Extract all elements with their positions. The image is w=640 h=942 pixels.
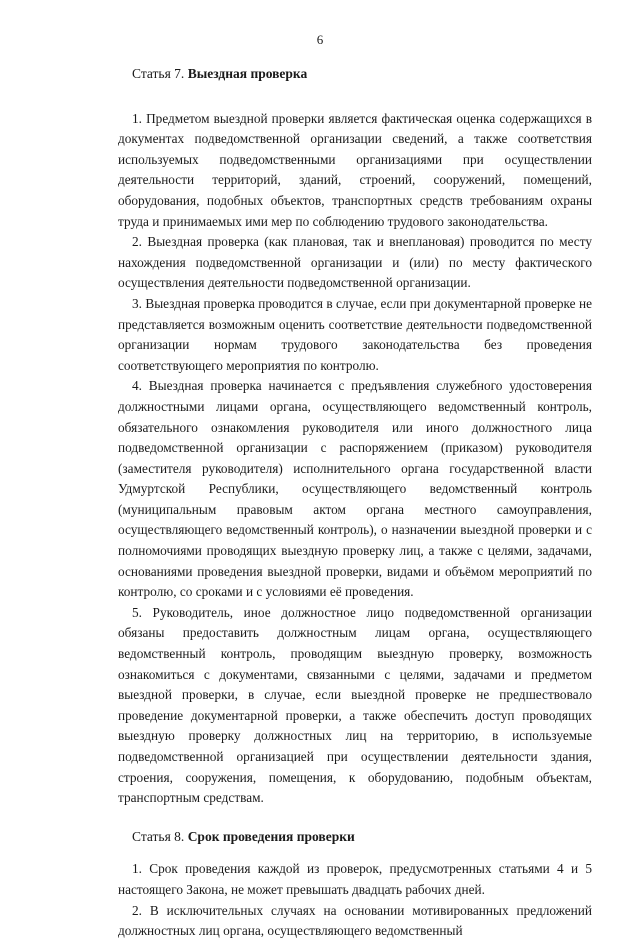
document-body [118, 64, 592, 942]
article-7-prefix: Статья 7. [132, 66, 185, 81]
article-7-paragraph-3: 3. Выездная проверка проводится в случае, если при документарной проверке не представляется возможным оценить соответствие деятельности подведомственной организации нормам трудового законодательства без проведения соответствующего мероприятия по контролю. [118, 295, 592, 373]
article-7-title: Выездная проверка [187, 66, 308, 81]
article-8-paragraph-2: 2. В исключительных случаях на основании мотивированных предложений должностных лиц органа, осуществляющего ведомственный [118, 902, 592, 939]
article-7-paragraph-1: 1. Предметом выездной проверки является фактическая оценка содержащихся в документах подведомственной организации сведений, а также соответствия используемых подведомственными организациями при осуществлении деятельности территорий, зданий, строений, сооружений, помещений, оборудования, подобных объектов, транспортных средств требованиям охраны труда и принимаемых ими мер по соблюдению трудового законодательства. [118, 110, 592, 229]
article-7-paragraph-5: 5. Руководитель, иное должностное лицо подведомственной организации обязаны предоставить должностным лицам органа, осуществляющего ведомственный контроль, проводящим выездную проверку, возможность ознакомиться с документами, связанными с целями, задачами и предметом выездной проверки, в случае, если выездной проверке не предшествовало проведение документарной проверки, а также обеспечить доступ проводящих выездную проверку должностных лиц на территорию, в используемые подведомственной организацией при осуществлении деятельности здания, строения, сооружения, помещения, к оборудованию, подобным объектам, транспортным средствам. [118, 604, 592, 806]
article-8-prefix: Статья 8. [132, 828, 185, 844]
article-8-heading [118, 827, 592, 848]
article-7-paragraph-4: 4. Выездная проверка начинается с предъявления служебного удостоверения должностными лицами органа, осуществляющего ведомственный контроль, обязательного ознакомления руководителя или иного должностного лица подведомственной организации с распоряжением (приказом) руководителя (заместителя руководителя) исполнительного органа государственной власти Удмуртской Республики, осуществляющего ведомственный контроль (муниципальным правовым актом органа местного самоуправления, осуществляющего ведомственный контроль), о назначении выездной проверки и с полномочиями проводящих выездную проверку лиц, а также с целями, задачами, основаниями проведения выездной проверки, видами и объёмом мероприятий по контролю, со сроками и с условиями её проведения. [118, 378, 592, 600]
page-number: 6 [316, 32, 324, 47]
article-7-heading [118, 64, 592, 85]
article-8-paragraph-1: 1. Срок проведения каждой из проверок, предусмотренных статьями 4 и 5 настоящего Закона, не может превышать двадцать рабочих дней. [118, 861, 592, 897]
article-7-paragraph-2: 2. Выездная проверка (как плановая, так и внеплановая) проводится по месту нахождения подведомственной организации и (или) по месту фактического осуществления деятельности подведомственной организации. [118, 234, 592, 291]
article-8-title: Срок проведения проверки [187, 828, 355, 844]
